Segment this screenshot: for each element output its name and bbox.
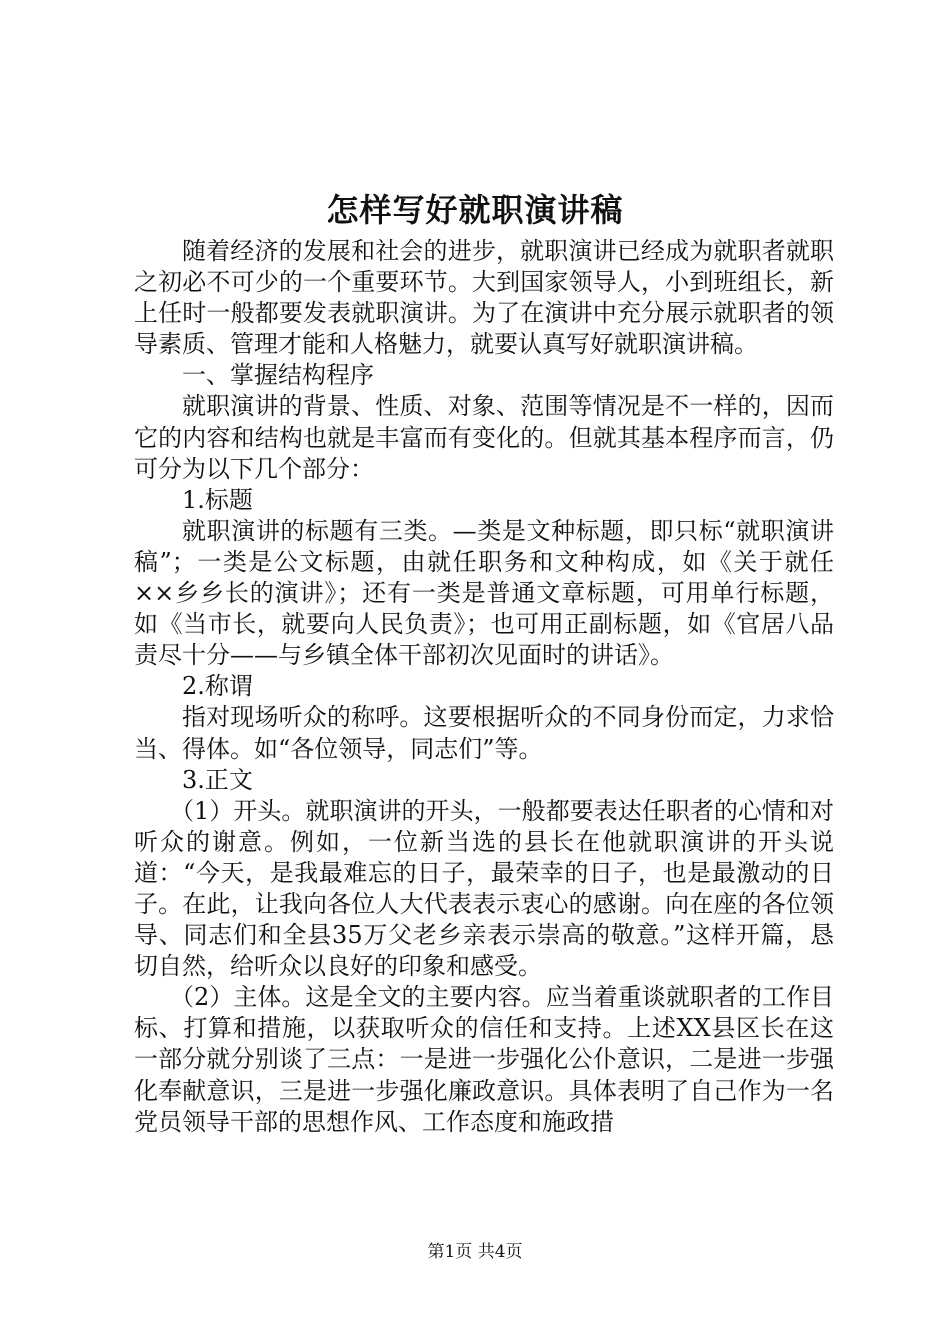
paragraph-intro: 随着经济的发展和社会的进步，就职演讲已经成为就职者就职之初必不可少的一个重要环节。大到国家领导人，小到班组长，新上任时一般都要发表就职演讲。为了在演讲中充分展示就职者的领导素质、管理才能和人格魅力，就要认真写好就职演讲稿。 bbox=[134, 237, 834, 359]
section-heading-structure: 一、掌握结构程序 bbox=[182, 361, 374, 390]
paragraph-address: 指对现场听众的称呼。这要根据听众的不同身份而定，力求恰当、得体。如“各位领导，同志们”等。 bbox=[134, 703, 834, 763]
page-footer: 第1页 共4页 bbox=[427, 1242, 523, 1262]
paragraph-main: （2）主体。这是全文的主要内容。应当着重谈就职者的工作目标、打算和措施，以获取听众的信任和支持。上述XX县区长在这一部分就分别谈了三点：一是进一步强化公仆意识，二是进一步强化奉献意识，三是进一步强化廉政意识。具体表明了自己作为一名党员领导干部的思想作风、工作态度和施政措 bbox=[134, 983, 834, 1136]
document-body bbox=[134, 236, 834, 1138]
paragraph-title: 就职演讲的标题有三类。—类是文种标题，即只标“就职演讲稿”；一类是公文标题，由就任职务和文种构成，如《关于就任××乡乡长的演讲》；还有一类是普通文章标题，可用单行标题，如《当市长，就要向人民负责》；也可用正副标题，如《官居八品责尽十分——与乡镇全体干部初次见面时的讲话》。 bbox=[134, 516, 834, 670]
paragraph-structure: 就职演讲的背景、性质、对象、范围等情况是不一样的，因而它的内容和结构也就是丰富而有变化的。但就其基本程序而言，仍可分为以下几个部分： bbox=[134, 392, 834, 483]
subheading-title: 1.标题 bbox=[182, 485, 253, 514]
subheading-address: 2.称谓 bbox=[182, 672, 253, 701]
subheading-body: 3.正文 bbox=[182, 765, 253, 794]
document-title: 怎样写好就职演讲稿 bbox=[326, 191, 624, 229]
paragraph-opening: （1）开头。就职演讲的开头，一般都要表达任职者的心情和对听众的谢意。例如，一位新当选的县长在他就职演讲的开头说道：“今天，是我最难忘的日子，最荣幸的日子，也是最激动的日子。在此，让我向各位人大代表表示衷心的感谢。向在座的各位领导、同志们和全县35万父老乡亲表示崇高的敬意。”这样开篇，恳切自然，给听众以良好的印象和感受。 bbox=[134, 796, 834, 981]
